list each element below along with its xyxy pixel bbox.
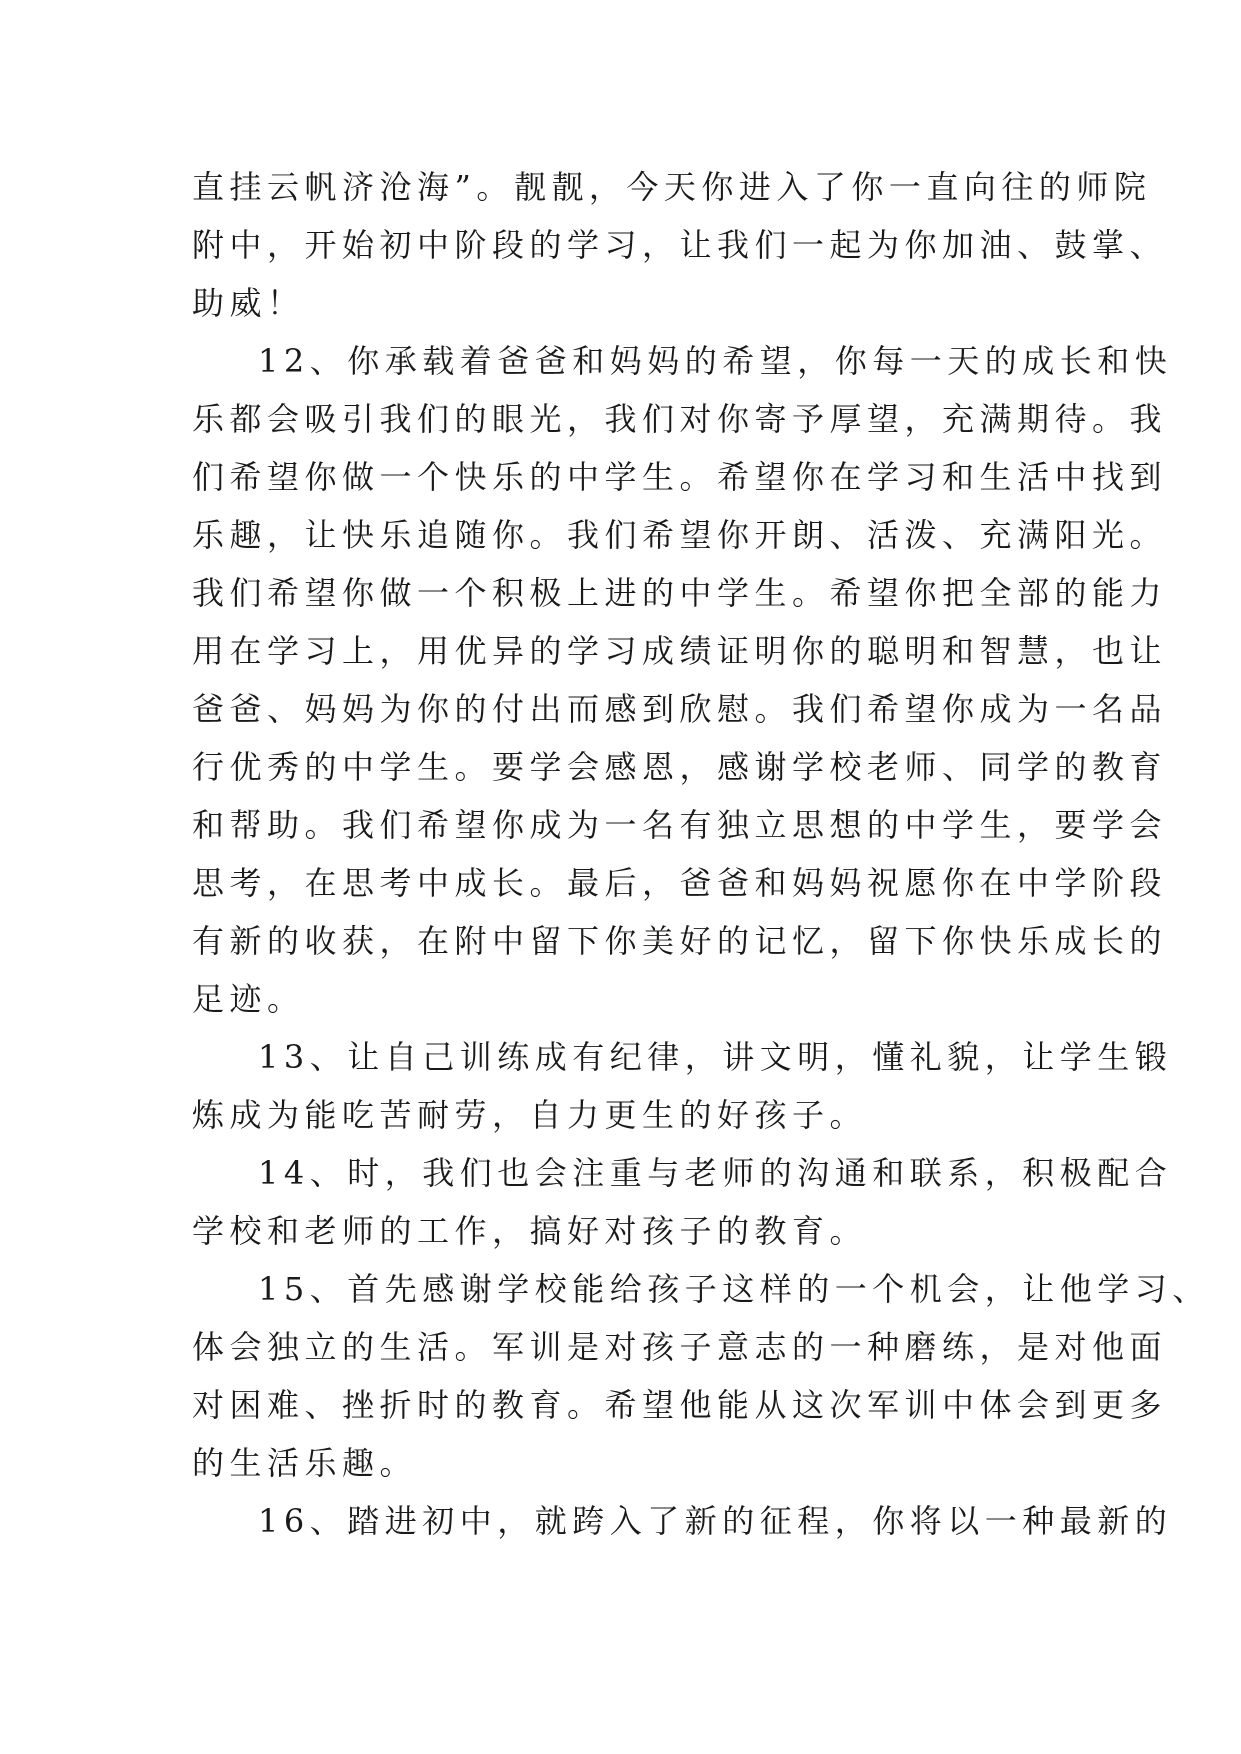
paragraph-15: [192, 1260, 1210, 1492]
text-line: 12、你承载着爸爸和妈妈的希望，你每一天的成长和快: [258, 342, 1173, 380]
text-line: 乐趣，让快乐追随你。我们希望你开朗、活泼、充满阳光。: [192, 516, 1168, 554]
text-line: 用在学习上，用优异的学习成绩证明你的聪明和智慧，也让: [192, 632, 1168, 670]
paragraph-12: [192, 332, 1173, 1028]
text-line: 乐都会吸引我们的眼光，我们对你寄予厚望，充满期待。我: [192, 400, 1168, 438]
paragraph-16: [192, 1492, 1173, 1550]
text-line: 对困难、挫折时的教育。希望他能从这次军训中体会到更多: [192, 1386, 1168, 1424]
paragraph-14: [192, 1144, 1173, 1260]
text-line: 学校和老师的工作，搞好对孩子的教育。: [192, 1212, 868, 1250]
text-line: 体会独立的生活。军训是对孩子意志的一种磨练，是对他面: [192, 1328, 1168, 1366]
text-line: 思考，在思考中成长。最后，爸爸和妈妈祝愿你在中学阶段: [192, 864, 1168, 902]
text-line: 有新的收获，在附中留下你美好的记忆，留下你快乐成长的: [192, 922, 1168, 960]
text-line: 14、时，我们也会注重与老师的沟通和联系，积极配合: [258, 1154, 1173, 1192]
text-line: 直挂云帆济沧海”。靓靓，今天你进入了你一直向往的师院: [192, 168, 1152, 206]
text-line: 足迹。: [192, 980, 305, 1018]
text-line: 炼成为能吃苦耐劳，自力更生的好孩子。: [192, 1096, 868, 1134]
document-body: [192, 158, 1210, 1550]
text-line: 爸爸、妈妈为你的付出而感到欣慰。我们希望你成为一名品: [192, 690, 1168, 728]
text-line: 15、首先感谢学校能给孩子这样的一个机会，让他学习、: [258, 1270, 1210, 1308]
text-line: 我们希望你做一个积极上进的中学生。希望你把全部的能力: [192, 574, 1168, 612]
text-line: 助威！: [192, 284, 305, 322]
text-line: 行优秀的中学生。要学会感恩，感谢学校老师、同学的教育: [192, 748, 1168, 786]
paragraph-continued: [192, 158, 1168, 332]
text-line: 13、让自己训练成有纪律，讲文明，懂礼貌，让学生锻: [258, 1038, 1173, 1076]
text-line: 和帮助。我们希望你成为一名有独立思想的中学生，要学会: [192, 806, 1168, 844]
text-line: 16、踏进初中，就跨入了新的征程，你将以一种最新的: [258, 1502, 1173, 1540]
text-line: 的生活乐趣。: [192, 1444, 418, 1482]
text-line: 附中，开始初中阶段的学习，让我们一起为你加油、鼓掌、: [192, 226, 1168, 264]
text-line: 们希望你做一个快乐的中学生。希望你在学习和生活中找到: [192, 458, 1168, 496]
paragraph-13: [192, 1028, 1173, 1144]
